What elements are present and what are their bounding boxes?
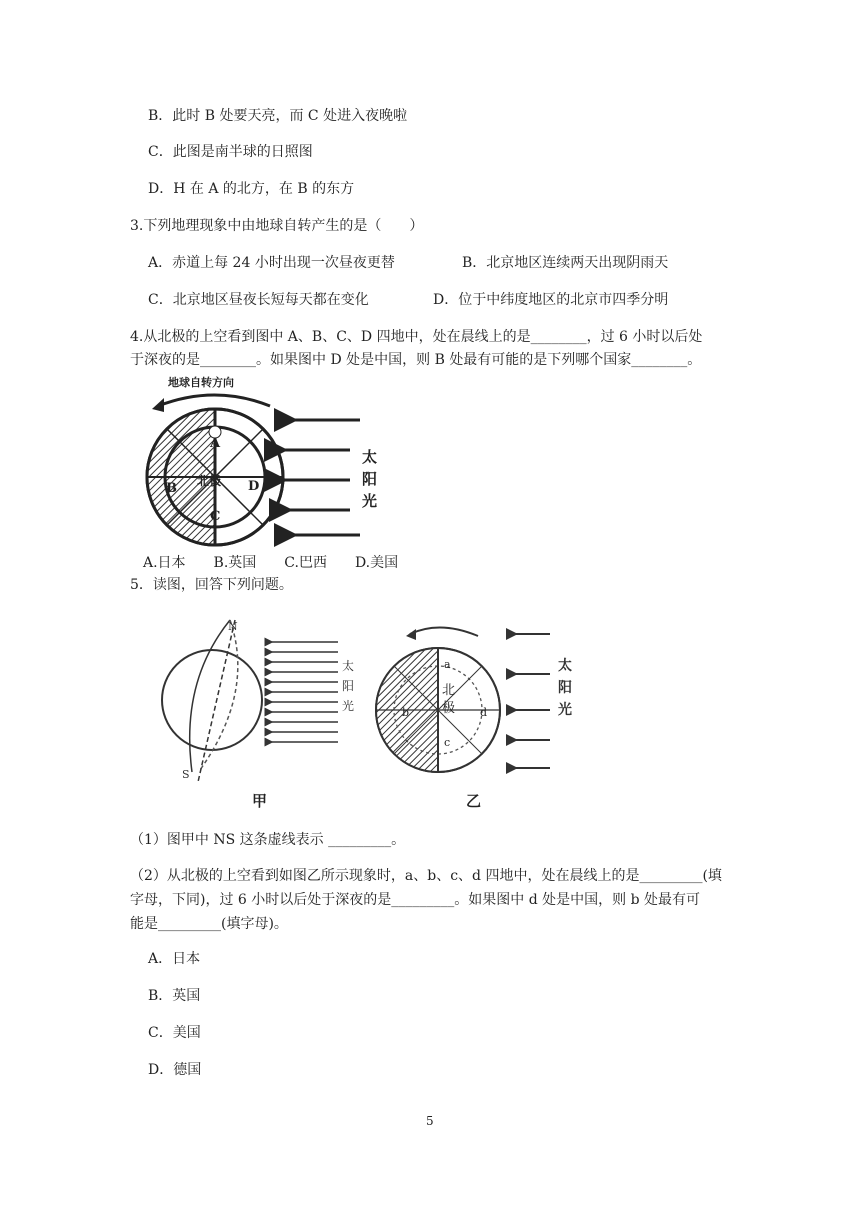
globe-circle <box>162 650 262 750</box>
label-s: S <box>182 768 190 781</box>
q5-stem: 5．读图，回答下列问题。 <box>130 577 293 593</box>
point-a: A <box>210 436 221 451</box>
q2-option-b: B．此时 B 处要天亮，而 C 处进入夜晚啦 <box>148 108 408 124</box>
q5-option-d: D．德国 <box>148 1062 202 1078</box>
jia-label: 甲 <box>252 792 268 810</box>
q3-option-b: B．北京地区连续两天出现阴雨天 <box>462 255 669 271</box>
center-label: 北极 <box>197 474 222 488</box>
yi-d: d <box>480 706 488 719</box>
q3-option-d: D．位于中纬度地区的北京市四季分明 <box>433 292 669 308</box>
yi-c: c <box>444 736 451 749</box>
label-n: N <box>228 620 238 633</box>
jia-sun-2: 阳 <box>342 679 355 693</box>
q4-stem-line1: 4.从北极的上空看到图中 A、B、C、D 四地中，处在晨线上的是________，过 6 小时以后处 <box>130 329 703 345</box>
yi-sun-2: 阳 <box>558 680 572 696</box>
q5-option-c: C．美国 <box>148 1025 201 1041</box>
q4-stem-line2: 于深夜的是________。如果图中 D 处是中国，则 B 处最有可能的是下列哪个国家________。 <box>130 352 702 368</box>
q5-figure-yi <box>370 612 590 812</box>
point-b: B <box>166 481 177 496</box>
q5-sub2-line3: 能是_________(填字母)。 <box>130 916 288 932</box>
sun-label-2: 阳 <box>362 470 378 488</box>
q5-figure-jia <box>160 612 370 812</box>
rotation-label: 地球自转方向 <box>168 376 234 389</box>
q3-option-a: A．赤道上每 24 小时出现一次昼夜更替 <box>148 255 395 271</box>
q5-sub2-line2: 字母，下同)，过 6 小时以后处于深夜的是_________。如果图中 d 处是中国，则 b 处最有可 <box>130 892 700 908</box>
q5-sub1: （1）图甲中 NS 这条虚线表示 _________。 <box>130 832 406 848</box>
yi-label: 乙 <box>466 792 482 810</box>
yi-center-1: 北 <box>442 683 456 698</box>
q4-figure <box>140 372 380 552</box>
page-number: 5 <box>426 1114 434 1128</box>
q2-option-d: D．H 在 A 的北方，在 B 的东方 <box>148 181 355 197</box>
yi-sun-1: 太 <box>558 658 572 674</box>
q4-options: A.日本 B.英国 C.巴西 D.美国 <box>143 555 399 571</box>
q3-option-c: C．北京地区昼夜长短每天都在变化 <box>148 292 369 308</box>
q3-stem: 3.下列地理现象中由地球自转产生的是（ ） <box>130 218 424 234</box>
jia-sun-1: 太 <box>342 659 355 673</box>
q5-sub2-line1: （2）从北极的上空看到如图乙所示现象时，a、b、c、d 四地中，处在晨线上的是_________(填 <box>130 868 722 884</box>
yi-sun-3: 光 <box>558 702 572 718</box>
yi-a: a <box>444 658 451 671</box>
q2-option-c: C．此图是南半球的日照图 <box>148 144 313 160</box>
q5-option-a: A．日本 <box>148 951 201 967</box>
point-d: D <box>248 479 260 494</box>
rotation-arrow <box>158 395 270 406</box>
q5-option-b: B．英国 <box>148 988 201 1004</box>
yi-center-2: 极 <box>442 701 456 716</box>
point-c: C <box>210 509 221 524</box>
yi-b: b <box>402 706 410 719</box>
sun-label-3: 光 <box>362 492 378 510</box>
jia-sun-3: 光 <box>342 699 355 713</box>
sun-label-1: 太 <box>362 448 378 466</box>
